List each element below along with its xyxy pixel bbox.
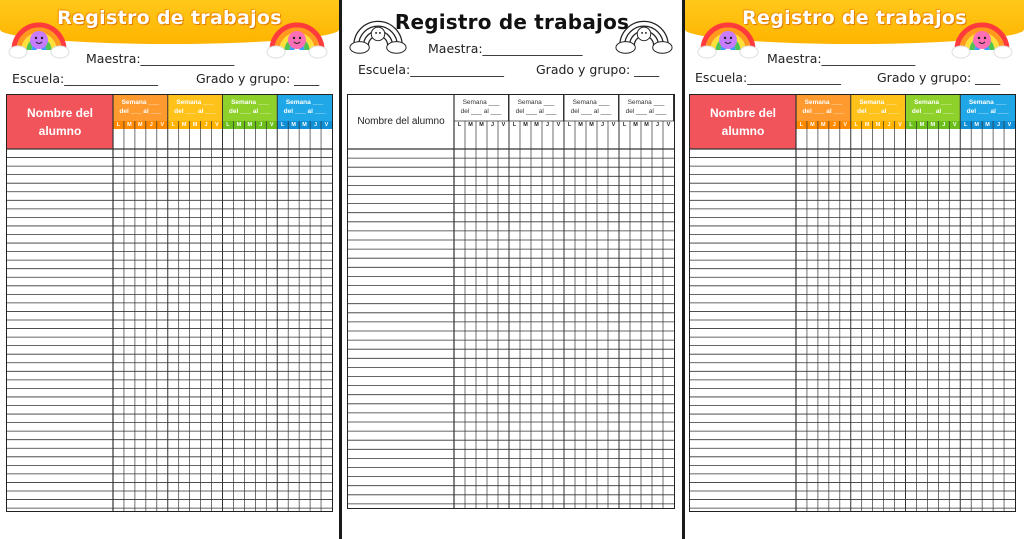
week-label: Semana ___ <box>176 99 214 106</box>
week-range-label: del ___ al ___ <box>119 108 162 115</box>
grades-table <box>6 94 333 512</box>
week-range-label: del ___ al ___ <box>228 108 271 115</box>
weekday-label: L <box>512 122 517 128</box>
weekday-label: M <box>919 122 925 128</box>
weekday-label: M <box>138 122 143 128</box>
grid-lines <box>348 95 674 508</box>
week-range-label: del ___ al ___ <box>625 108 667 115</box>
week-range-label: del ___ al ___ <box>802 108 845 115</box>
weekday-label: J <box>997 122 1001 128</box>
weekday-label: J <box>832 122 836 128</box>
grid-lines <box>690 95 1015 511</box>
worksheet-color-right <box>685 0 1024 539</box>
week-range-label: del ___ al ___ <box>911 108 954 115</box>
weekday-label: L <box>226 122 230 128</box>
week-range-label: del ___ al ___ <box>283 108 326 115</box>
week-label: Semana ___ <box>462 99 500 106</box>
student-name-header: Nombre del alumno <box>357 116 445 127</box>
weekday-label: J <box>545 122 550 128</box>
maestra-field: Maestra:________________ <box>428 41 583 56</box>
weekday-label: M <box>534 122 539 128</box>
week-label: Semana ___ <box>859 99 897 106</box>
weekday-label: L <box>171 122 175 128</box>
week-label: Semana ___ <box>914 99 952 106</box>
weekday-label: L <box>622 122 627 128</box>
week-range-label: del ___ al ___ <box>515 108 557 115</box>
weekday-label: V <box>501 122 506 128</box>
worksheet-color-left <box>0 0 339 539</box>
weekday-label: L <box>567 122 572 128</box>
weekday-label: M <box>479 122 484 128</box>
weekday-label: J <box>259 122 263 128</box>
weekday-label: L <box>964 122 968 128</box>
week-range-label: del ___ al ___ <box>570 108 612 115</box>
student-name-header: Nombre del alumno <box>690 95 796 149</box>
escuela-field: Escuela:_______________ <box>695 70 841 85</box>
page-title: Registro de trabajos <box>742 7 967 29</box>
weekday-label: L <box>854 122 858 128</box>
weekday-label: M <box>974 122 979 128</box>
week-label: Semana ___ <box>572 99 610 106</box>
weekday-label: L <box>799 122 804 128</box>
weekday-label: V <box>269 122 274 128</box>
weekday-label: M <box>291 122 296 128</box>
weekday-label: J <box>942 122 946 128</box>
weekday-label: M <box>930 122 936 128</box>
week-label: Semana ___ <box>285 99 324 106</box>
weekday-label: L <box>457 122 462 128</box>
weekday-label: M <box>127 122 132 128</box>
weekday-label: J <box>149 122 153 128</box>
page-title: Registro de trabajos <box>394 10 630 34</box>
worksheet-bw-center <box>342 0 682 539</box>
week-label: Semana ___ <box>804 99 843 106</box>
weekday-label: M <box>236 122 242 128</box>
weekday-label: L <box>909 122 913 128</box>
weekday-label: J <box>887 122 891 128</box>
weekday-label: V <box>215 122 219 128</box>
weekday-label: M <box>523 122 528 128</box>
weekday-label: M <box>864 122 870 128</box>
weekday-label: M <box>810 122 815 128</box>
maestra-field: Maestra:_______________ <box>86 51 235 66</box>
maestra-field: Maestra:_______________ <box>767 51 916 66</box>
weekday-label: L <box>116 122 121 128</box>
grades-table <box>689 94 1016 512</box>
weekday-label: V <box>611 122 616 128</box>
weekday-label: M <box>821 122 826 128</box>
weekday-label: M <box>468 122 473 128</box>
weekday-label: V <box>898 122 902 128</box>
weekday-label: M <box>589 122 594 128</box>
weekday-label: M <box>578 122 583 128</box>
week-range-label: del ___ al ___ <box>460 108 502 115</box>
weekday-label: M <box>985 122 990 128</box>
grid-lines <box>7 95 332 511</box>
weekday-label: J <box>655 122 660 128</box>
week-label: Semana ___ <box>968 99 1007 106</box>
weekday-label: M <box>875 122 881 128</box>
grado-field: Grado y grupo: ____ <box>196 71 320 86</box>
page-title: Registro de trabajos <box>57 7 282 29</box>
weekday-label: M <box>633 122 638 128</box>
grado-field: Grado y grupo: ____ <box>536 62 660 77</box>
weekday-label: M <box>247 122 253 128</box>
student-name-header: Nombre del alumno <box>7 95 113 149</box>
escuela-field: Escuela:_______________ <box>358 62 504 77</box>
weekday-label: M <box>192 122 198 128</box>
week-label: Semana ___ <box>517 99 555 106</box>
weekday-label: J <box>314 122 318 128</box>
weekday-label: J <box>490 122 495 128</box>
weekday-label: V <box>1007 122 1012 128</box>
week-label: Semana ___ <box>627 99 665 106</box>
weekday-label: V <box>556 122 561 128</box>
weekday-label: J <box>204 122 208 128</box>
weekday-label: M <box>644 122 649 128</box>
weekday-label: J <box>600 122 605 128</box>
week-range-label: del ___ al ___ <box>966 108 1009 115</box>
weekday-label: V <box>160 122 165 128</box>
week-range-label: del ___ al ___ <box>174 108 217 115</box>
grades-table <box>347 94 675 509</box>
weekday-label: L <box>281 122 285 128</box>
week-label: Semana ___ <box>121 99 160 106</box>
weekday-label: V <box>952 122 957 128</box>
week-range-label: del ___ al ___ <box>857 108 900 115</box>
weekday-label: V <box>666 122 671 128</box>
grado-field: Grado y grupo: ____ <box>877 70 1001 85</box>
weekday-label: V <box>324 122 329 128</box>
weekday-label: M <box>181 122 187 128</box>
weekday-label: V <box>843 122 848 128</box>
escuela-field: Escuela:_______________ <box>12 71 158 86</box>
weekday-label: M <box>302 122 307 128</box>
week-label: Semana ___ <box>231 99 269 106</box>
